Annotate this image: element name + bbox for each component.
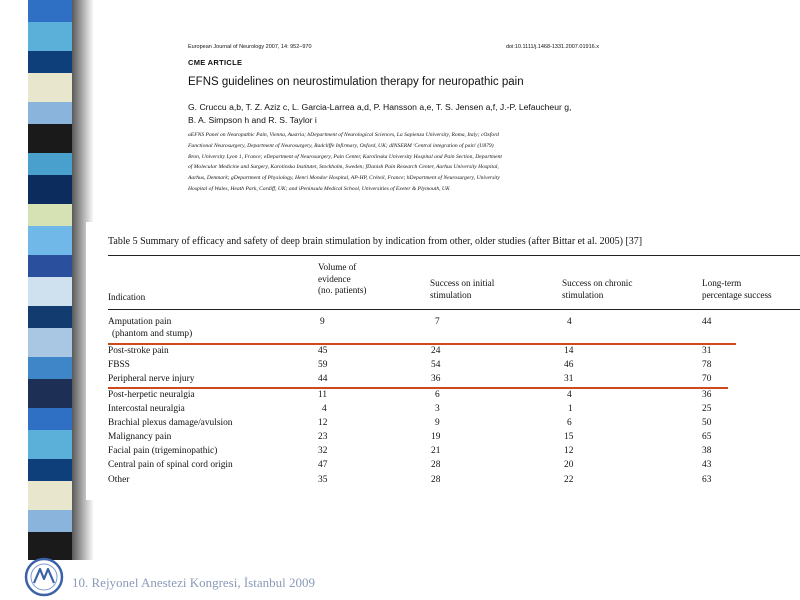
cell-indication: Post-stroke pain — [108, 346, 169, 356]
cell-indication: Brachial plexus damage/avulsion — [108, 418, 233, 428]
cell-initial: 36 — [431, 374, 441, 384]
cell-indication: Amputation pain — [108, 317, 172, 327]
stripe-block — [28, 306, 72, 328]
cell-chronic: 20 — [564, 460, 574, 470]
cell-volume: 11 — [318, 390, 328, 400]
affiliation-line: Hospital of Wales, Heath Park, Cardiff, UK; and iPeninsula Medical School, Universities of Exeter & Plymouth, UK — [188, 185, 450, 192]
cell-initial: 7 — [435, 317, 440, 327]
header-line: Success on initial — [430, 278, 495, 288]
stripe-block — [28, 204, 72, 226]
table-top-rule — [108, 255, 800, 256]
cell-initial: 21 — [431, 446, 441, 456]
cell-indication-sub: (phantom and stump) — [112, 329, 193, 339]
cell-chronic: 12 — [564, 446, 574, 456]
cell-volume: 45 — [318, 346, 328, 356]
header-bottom-rule — [108, 309, 800, 310]
highlight-rule-top — [108, 343, 736, 345]
cell-longterm: 63 — [702, 475, 712, 485]
cell-volume: 23 — [318, 432, 328, 442]
authors-line: G. Cruccu a,b, T. Z. Aziz c, L. Garcia-Larrea a,d, P. Hansson a,e, T. S. Jensen a,f, J.-P. Lefaucheur g, — [188, 102, 572, 112]
authors-line: B. A. Simpson h and R. S. Taylor i — [188, 115, 317, 125]
cell-indication: Intercostal neuralgia — [108, 404, 185, 414]
cell-chronic: 14 — [564, 346, 574, 356]
header-line: Indication — [108, 292, 146, 302]
cell-longterm: 43 — [702, 460, 712, 470]
cell-initial: 3 — [435, 404, 440, 414]
cell-longterm: 31 — [702, 346, 712, 356]
stripe-block — [28, 532, 72, 560]
journal-citation: European Journal of Neurology 2007, 14: 952–970 — [188, 44, 312, 50]
stripe-block — [28, 510, 72, 532]
header-line: Long-term — [702, 278, 742, 288]
stripe-block — [28, 408, 72, 430]
stripe-block — [28, 124, 72, 153]
stripe-block — [28, 277, 72, 306]
cell-volume: 47 — [318, 460, 328, 470]
stripe-block — [28, 255, 72, 277]
cell-indication: Peripheral nerve injury — [108, 374, 195, 384]
cell-longterm: 44 — [702, 317, 712, 327]
cell-initial: 19 — [431, 432, 441, 442]
header-line: evidence — [318, 273, 351, 284]
stripe-block — [28, 459, 72, 481]
highlight-rule-bottom — [108, 387, 728, 389]
stripe-block — [28, 73, 72, 102]
cell-indication: Facial pain (trigeminopathic) — [108, 446, 218, 456]
cell-chronic: 31 — [564, 374, 574, 384]
header-line: Volume of — [318, 262, 357, 272]
affiliation-line: Aarhus, Denmark; gDepartment of Physiology, Henri Mondor Hospital, AP-HP, Créteil, France; hDepartment of Neurosurgery, University — [188, 175, 500, 182]
cell-indication: Central pain of spinal cord origin — [108, 460, 233, 470]
cell-chronic: 1 — [568, 404, 573, 414]
cell-longterm: 36 — [702, 390, 712, 400]
cell-initial: 6 — [435, 390, 440, 400]
header-line: percentage success — [702, 289, 772, 300]
stripe-block — [28, 102, 72, 124]
affiliation-line: Bron, University Lyon 1, France; eDepartment of Neurosurgery, Pain Center, Karolinska University Hospital and Pain Section, Department — [188, 153, 502, 160]
cell-initial: 9 — [435, 418, 440, 428]
cell-initial: 24 — [431, 346, 441, 356]
stripe-block — [28, 328, 72, 357]
cell-volume: 59 — [318, 360, 328, 370]
cell-chronic: 4 — [567, 317, 572, 327]
table-panel — [86, 222, 800, 500]
header-line: stimulation — [430, 289, 472, 300]
cell-volume: 12 — [318, 418, 328, 428]
cell-chronic: 46 — [564, 360, 574, 370]
cell-initial: 28 — [431, 460, 441, 470]
cell-longterm: 38 — [702, 446, 712, 456]
cell-longterm: 50 — [702, 418, 712, 428]
header-chronic — [562, 278, 632, 301]
header-indication — [108, 292, 145, 304]
cell-chronic: 22 — [564, 475, 574, 485]
stripe-block — [28, 175, 72, 204]
cell-indication: Malignancy pain — [108, 432, 172, 442]
authors — [188, 101, 618, 127]
affiliation-line: of Molecular Medicine and Surgery, Karolinska Institutet, Stockholm, Sweden; fDanish Pain Research Center, Aarhus University Hospital, — [188, 164, 499, 171]
cell-chronic: 6 — [567, 418, 572, 428]
affiliations — [188, 130, 618, 195]
doi: doi:10.1111/j.1468-1331.2007.01916.x — [506, 44, 599, 50]
cell-volume: 44 — [318, 374, 328, 384]
table-caption: Table 5 Summary of efficacy and safety of deep brain stimulation by indication from other, older studies (after Bittar et al. 2005) [37] — [108, 236, 643, 247]
stripe-block — [28, 481, 72, 510]
article-type: CME ARTICLE — [188, 58, 243, 67]
cell-volume: 35 — [318, 475, 328, 485]
cell-initial: 28 — [431, 475, 441, 485]
header-volume — [318, 262, 366, 297]
cell-longterm: 70 — [702, 374, 712, 384]
stripe-block — [28, 357, 72, 379]
cell-longterm: 78 — [702, 360, 712, 370]
cell-volume: 4 — [322, 404, 327, 414]
header-line: stimulation — [562, 289, 604, 300]
affiliation-line: aEFNS Panel on Neuropathic Pain, Vienna, Austria; bDepartment of Neurological Sciences, La Sapienza University, Roma, Italy; cOxford — [188, 132, 499, 138]
cell-indication: Post-herpetic neuralgia — [108, 390, 195, 400]
stripe-block — [28, 0, 72, 22]
decorative-stripe — [28, 0, 72, 560]
header-line: Success on chronic — [562, 278, 633, 288]
affiliation-line: Functional Neurosurgery, Department of Neurosurgery, Radcliffe Infirmary, Oxford, UK; dINSERM 'Central integration of pain' (U879) — [188, 142, 494, 149]
stripe-block — [28, 226, 72, 255]
cell-volume: 32 — [318, 446, 328, 456]
congress-logo-icon — [24, 557, 64, 597]
stripe-block — [28, 51, 72, 73]
cell-longterm: 25 — [702, 404, 712, 414]
cell-volume: 9 — [320, 317, 325, 327]
header-line: (no. patients) — [318, 285, 367, 295]
cell-chronic: 4 — [567, 390, 572, 400]
header-longterm — [702, 278, 772, 301]
cell-chronic: 15 — [564, 432, 574, 442]
header-initial — [430, 278, 494, 301]
stripe-block — [28, 153, 72, 175]
footer-text: 10. Rejyonel Anestezi Kongresi, İstanbul 2009 — [72, 575, 315, 590]
cell-indication: FBSS — [108, 360, 130, 370]
stripe-block — [28, 430, 72, 459]
stripe-block — [28, 379, 72, 408]
cell-initial: 54 — [431, 360, 441, 370]
cell-longterm: 65 — [702, 432, 712, 442]
cell-indication: Other — [108, 475, 130, 485]
stripe-block — [28, 22, 72, 51]
paper-title: EFNS guidelines on neurostimulation therapy for neuropathic pain — [188, 76, 524, 88]
